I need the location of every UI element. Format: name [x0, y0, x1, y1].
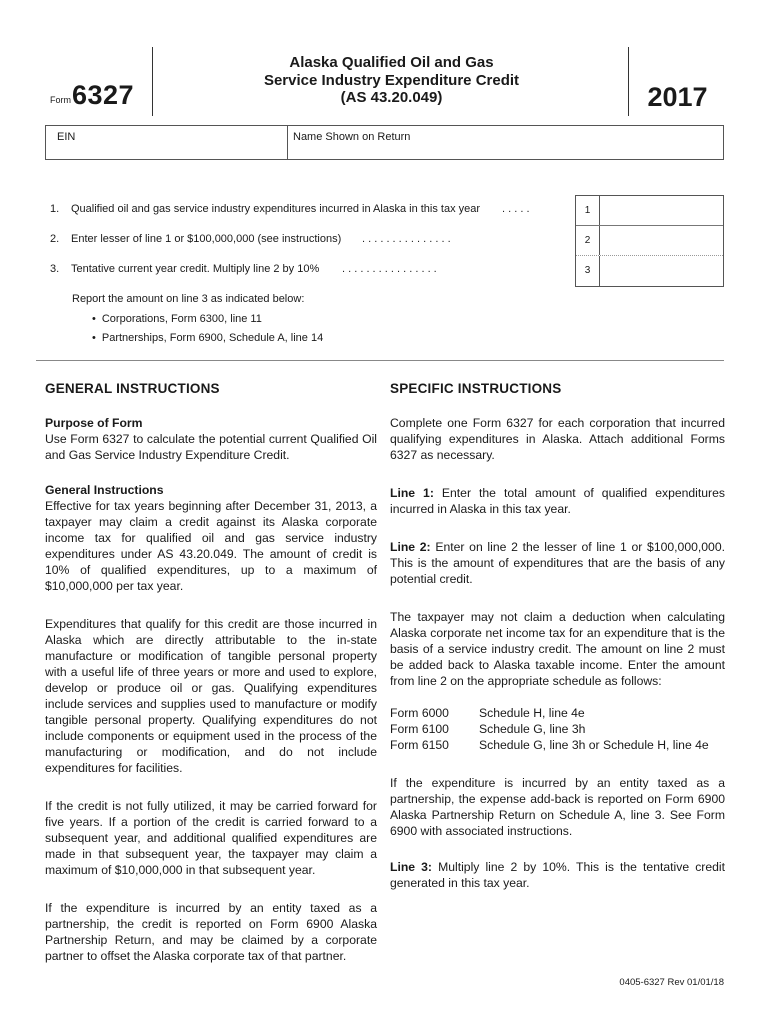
- section-divider: [36, 360, 724, 361]
- tax-year: 2017: [647, 82, 708, 112]
- general-instructions-heading: GENERAL INSTRUCTIONS: [45, 381, 220, 396]
- report-intro: Report the amount on line 3 as indicated below:: [72, 293, 305, 305]
- line-3-text: Tentative current year credit. Multiply line 2 by 10%: [71, 263, 320, 275]
- line-2-instruction: [390, 539, 725, 587]
- line-3-dots: . . . . . . . . . . . . . . . .: [342, 263, 437, 275]
- title-line-1: Alaska Qualified Oil and Gas: [289, 54, 494, 71]
- purpose-heading: Purpose of Form: [45, 416, 143, 430]
- line-2-amount-field[interactable]: [576, 226, 723, 256]
- report-instructions: [72, 290, 323, 349]
- report-item: • Corporations, Form 6300, line 11: [92, 310, 323, 330]
- line-3-box-label: 3: [576, 256, 600, 286]
- line-1: [50, 203, 480, 215]
- report-list: [72, 310, 323, 349]
- schedule-line: Schedule H, line 4e: [479, 706, 585, 720]
- general-section: [45, 482, 377, 594]
- specific-instructions-heading: SPECIFIC INSTRUCTIONS: [390, 381, 562, 396]
- report-item: • Partnerships, Form 6900, Schedule A, line 14: [92, 329, 323, 349]
- carry-forward-paragraph: If the credit is not fully utilized, it may be carried forward for five years. If a portion of the credit is carried forward to a subsequent year, and additional qualified expenditures are made in that subsequent year, the taxpayer may claim a maximum of $10,000,000 in that subsequent year.: [45, 799, 377, 877]
- schedule-row: [390, 721, 709, 737]
- ein-field[interactable]: EIN: [57, 131, 76, 143]
- form-title: [155, 54, 628, 107]
- expenditures-paragraph: Expenditures that qualify for this credit are those incurred in Alaska which are directly attributable to the in-state manufacture or modification of tangible personal property with a useful life of three years or more and used to explore, develop or produce oil or gas. Qualifying expenditures include services and supplies used to manufacture or modify tangible personal property. Qualifying expenditures do not include components or equipment used in the process of the manufacturing or modification, and do not include expenditures for facilities.: [45, 617, 377, 775]
- line-3-number: 3.: [50, 263, 60, 275]
- line-1-number: 1.: [50, 203, 60, 215]
- general-text: Effective for tax years beginning after December 31, 2013, a taxpayer may claim a credit against its Alaska corporate income tax for qualified oil and gas service industry expenditures under AS 43.20.049. The amount of credit is 10% of qualified expenditures, up to a maximum of $10,000,000 per tax year.: [45, 499, 377, 593]
- line-2-box-label: 2: [576, 226, 600, 255]
- id-fields-divider: [287, 126, 288, 159]
- purpose-section: [45, 415, 377, 463]
- schedule-line: Schedule G, line 3h or Schedule H, line 4e: [479, 738, 709, 752]
- schedule-form: Form 6000: [390, 706, 449, 720]
- line-2-instruction-text: Enter on line 2 the lesser of line 1 or $100,000,000. This is the amount of expenditures that are the basis of any potential credit.: [390, 540, 725, 586]
- amount-column: [575, 195, 724, 287]
- line-3: [50, 263, 319, 275]
- partnership-addback-paragraph: If the expenditure is incurred by an entity taxed as a partnership, the expense add-back is reported on Form 6900 Alaska Partnership Return on Schedule A, line 3. See Form 6900 with associated instructions.: [390, 776, 725, 838]
- line-1-amount-field[interactable]: [576, 196, 723, 226]
- line-1-instruction-label: Line 1:: [390, 486, 434, 500]
- line-3-instruction: [390, 859, 725, 891]
- schedule-form: Form 6100: [390, 722, 449, 736]
- line-2-text: Enter lesser of line 1 or $100,000,000 (see instructions): [71, 233, 342, 245]
- schedule-row: [390, 705, 709, 721]
- header-divider-right: [628, 47, 629, 116]
- line-1-text: Qualified oil and gas service industry expenditures incurred in Alaska in this tax year: [71, 203, 481, 215]
- line-2-instruction-label: Line 2:: [390, 540, 431, 554]
- form-label: Form: [50, 95, 71, 105]
- form-number: 6327: [72, 80, 135, 110]
- purpose-text: Use Form 6327 to calculate the potential current Qualified Oil and Gas Service Industry Expenditure Credit.: [45, 432, 377, 462]
- line-2-dots: . . . . . . . . . . . . . . .: [362, 233, 451, 245]
- line-1-dots: . . . . .: [502, 203, 530, 215]
- line-1-box-label: 1: [576, 196, 600, 225]
- line-1-instruction: [390, 485, 725, 517]
- deduction-paragraph: The taxpayer may not claim a deduction when calculating Alaska corporate net income tax for an expenditure that is the basis of a service industry credit. The amount on line 2 must be added back to Alaska taxable income. Enter the amount from line 2 on the appropriate schedule as follows:: [390, 610, 725, 688]
- schedule-row: [390, 737, 709, 753]
- schedule-form: Form 6150: [390, 738, 449, 752]
- specific-instructions-column: [390, 381, 725, 907]
- form-revision-footer: 0405-6327 Rev 01/01/18: [619, 977, 724, 988]
- title-line-2: Service Industry Expenditure Credit: [263, 71, 520, 89]
- line-3-amount-field[interactable]: [576, 256, 723, 286]
- schedule-table: [390, 705, 709, 753]
- partnership-paragraph: If the expenditure is incurred by an entity taxed as a partnership, the credit is reported on Form 6900 Alaska Partnership Return, and may be claimed by a corporate partner to offset the Alaska corporate tax of that partner.: [45, 901, 377, 963]
- general-subheading: General Instructions: [45, 483, 164, 497]
- specific-intro: Complete one Form 6327 for each corporation that incurred qualifying expenditures in Alaska. Attach additional Forms 6327 as necessary.: [390, 416, 725, 462]
- name-field[interactable]: Name Shown on Return: [293, 131, 411, 143]
- line-2: [50, 233, 341, 245]
- id-fields-box: [45, 125, 724, 160]
- line-2-number: 2.: [50, 233, 60, 245]
- line-3-instruction-label: Line 3:: [390, 860, 432, 874]
- title-line-3: (AS 43.20.049): [340, 89, 443, 106]
- line-1-instruction-text: Enter the total amount of qualified expenditures incurred in Alaska in this tax year.: [390, 486, 725, 516]
- line-3-instruction-text: Multiply line 2 by 10%. This is the tentative credit generated in this tax year.: [390, 860, 726, 890]
- general-instructions-column: [45, 381, 377, 980]
- schedule-line: Schedule G, line 3h: [479, 722, 586, 736]
- header-divider-left: [152, 47, 153, 116]
